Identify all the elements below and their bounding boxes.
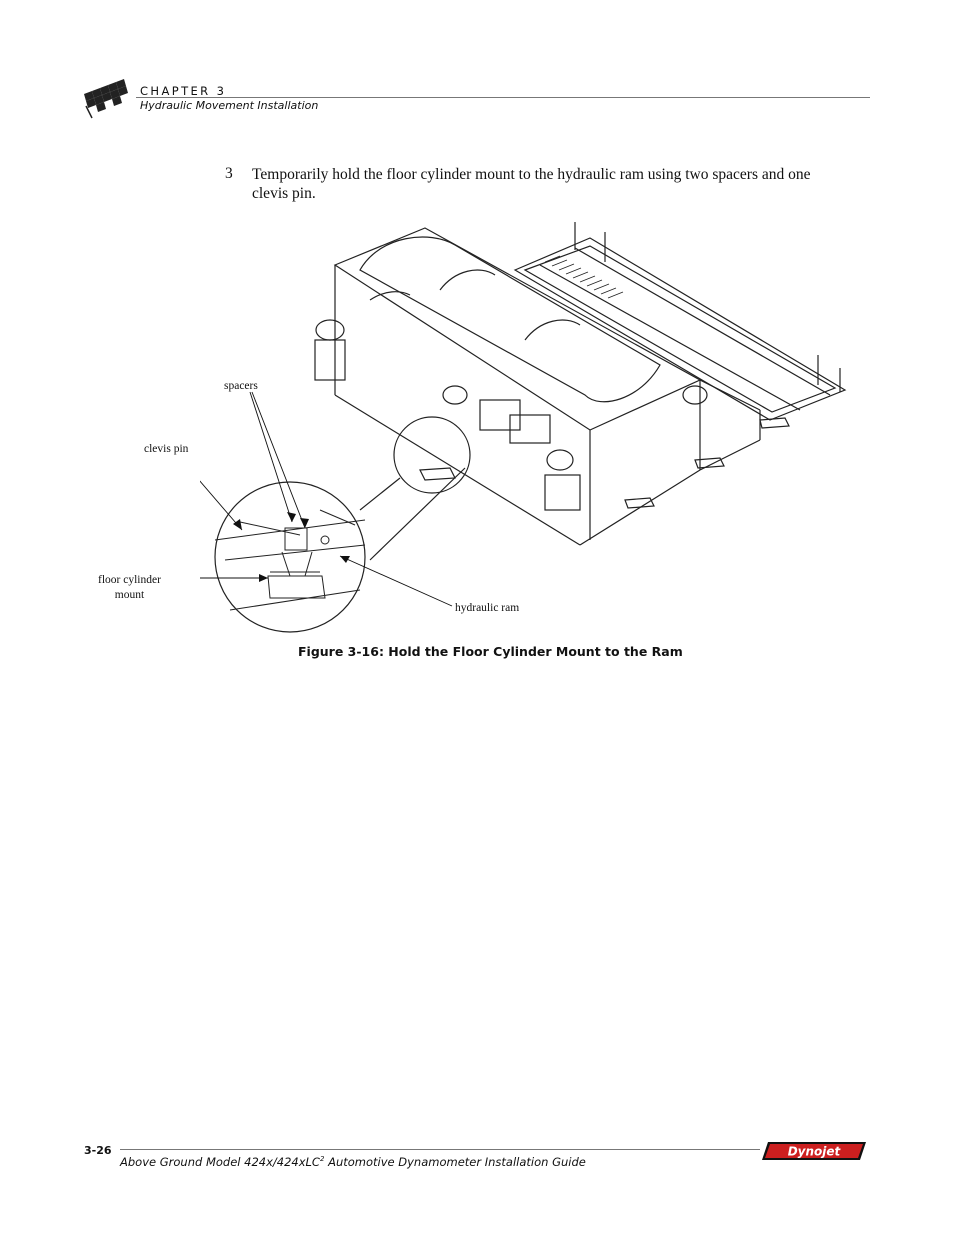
callout-clevis-pin: clevis pin <box>144 443 189 455</box>
dynamometer-figure <box>200 210 860 640</box>
footer-rule <box>120 1149 760 1150</box>
logo-text: Dynojet <box>787 1144 841 1159</box>
callout-floor-line1: floor cylinder <box>98 574 161 586</box>
guide-title-suffix: Automotive Dynamometer Installation Guide <box>324 1155 586 1169</box>
callout-hydraulic-ram: hydraulic ram <box>455 602 520 614</box>
callout-spacers: spacers <box>224 380 258 392</box>
guide-title <box>120 1155 586 1169</box>
chapter-label: CHAPTER 3 <box>140 84 227 98</box>
step-text: Temporarily hold the floor cylinder mount to the hydraulic ram using two spacers and one clevis pin. <box>252 166 811 202</box>
guide-title-sup: 2 <box>319 1155 325 1164</box>
chapter-title: Hydraulic Movement Installation <box>140 99 319 112</box>
guide-title-prefix: Above Ground Model 424x/424xLC <box>120 1155 320 1169</box>
step-number: 3 <box>225 165 233 182</box>
page-number: 3-26 <box>84 1144 112 1157</box>
rear-frame <box>515 238 845 420</box>
callout-floor-cylinder-mount <box>98 573 161 603</box>
header-rule <box>136 97 870 98</box>
figure-caption: Figure 3-16: Hold the Floor Cylinder Mount to the Ram <box>298 644 683 659</box>
roller-drum <box>360 237 660 402</box>
callout-floor-line2: mount <box>114 589 145 601</box>
dynojet-logo <box>762 1140 868 1162</box>
checkered-flag-icon <box>82 76 134 120</box>
